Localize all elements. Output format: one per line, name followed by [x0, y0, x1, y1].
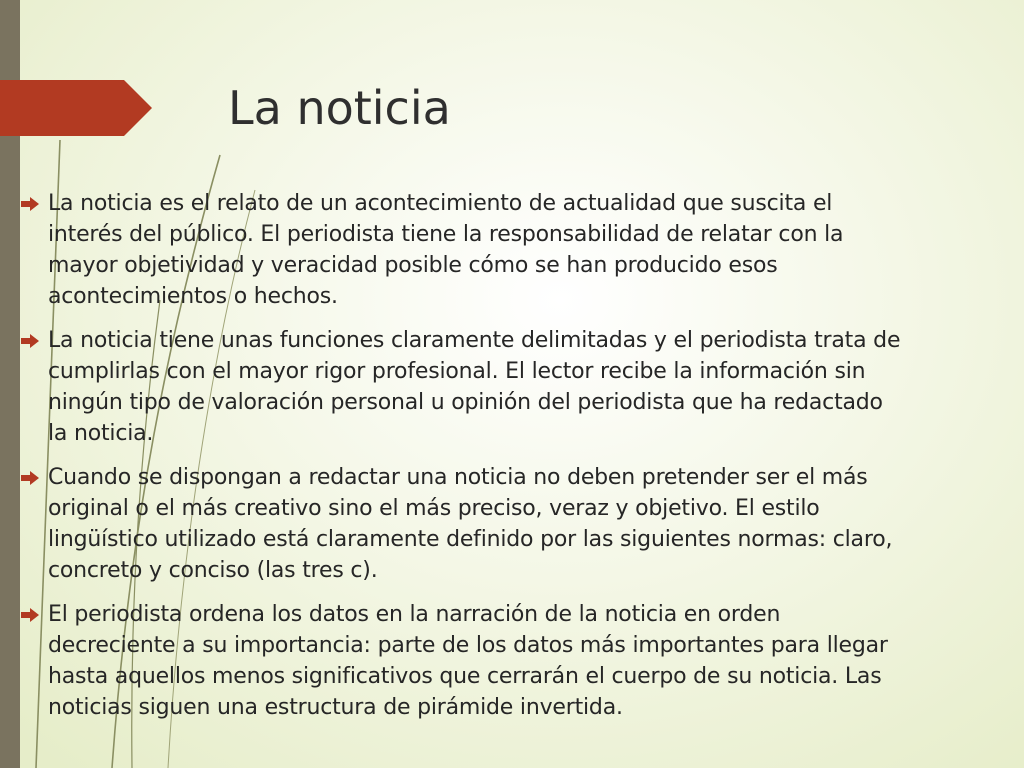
bullet-text: La noticia es el relato de un acontecimiento de actualidad que suscita el interés del público. El periodista tiene la responsabilidad de relatar con la mayor objetividad y veracidad posible cómo se han producido esos acontecimientos o hechos.: [48, 191, 844, 309]
arrow-bullet-icon: [21, 334, 39, 348]
bullet-item: [48, 325, 908, 449]
bullet-item: [48, 462, 908, 586]
bullet-item: [48, 599, 908, 723]
slide-title: La noticia: [228, 81, 451, 135]
bullet-item: [48, 188, 908, 312]
bullet-text: El periodista ordena los datos en la narración de la noticia en orden decreciente a su importancia: parte de los datos más importantes para llegar hasta aquellos menos significativos que cerrarán el cuerpo de su noticia. Las noticias siguen una estructura de pirámide invertida.: [48, 602, 888, 720]
bullet-text: La noticia tiene unas funciones claramente delimitadas y el periodista trata de cumplirlas con el mayor rigor profesional. El lector recibe la información sin ningún tipo de valoración personal u opinión del periodista que ha redactado la noticia.: [48, 328, 901, 446]
arrow-bullet-icon: [21, 197, 39, 211]
arrow-bullet-icon: [21, 608, 39, 622]
bullet-text: Cuando se dispongan a redactar una noticia no deben pretender ser el más original o el más creativo sino el más preciso, veraz y objetivo. El estilo lingüístico utilizado está claramente definido por las siguientes normas: claro, concreto y conciso (las tres c).: [48, 465, 893, 583]
bullet-list: [48, 188, 908, 736]
arrow-bullet-icon: [21, 471, 39, 485]
title-accent-tab: [0, 80, 152, 136]
